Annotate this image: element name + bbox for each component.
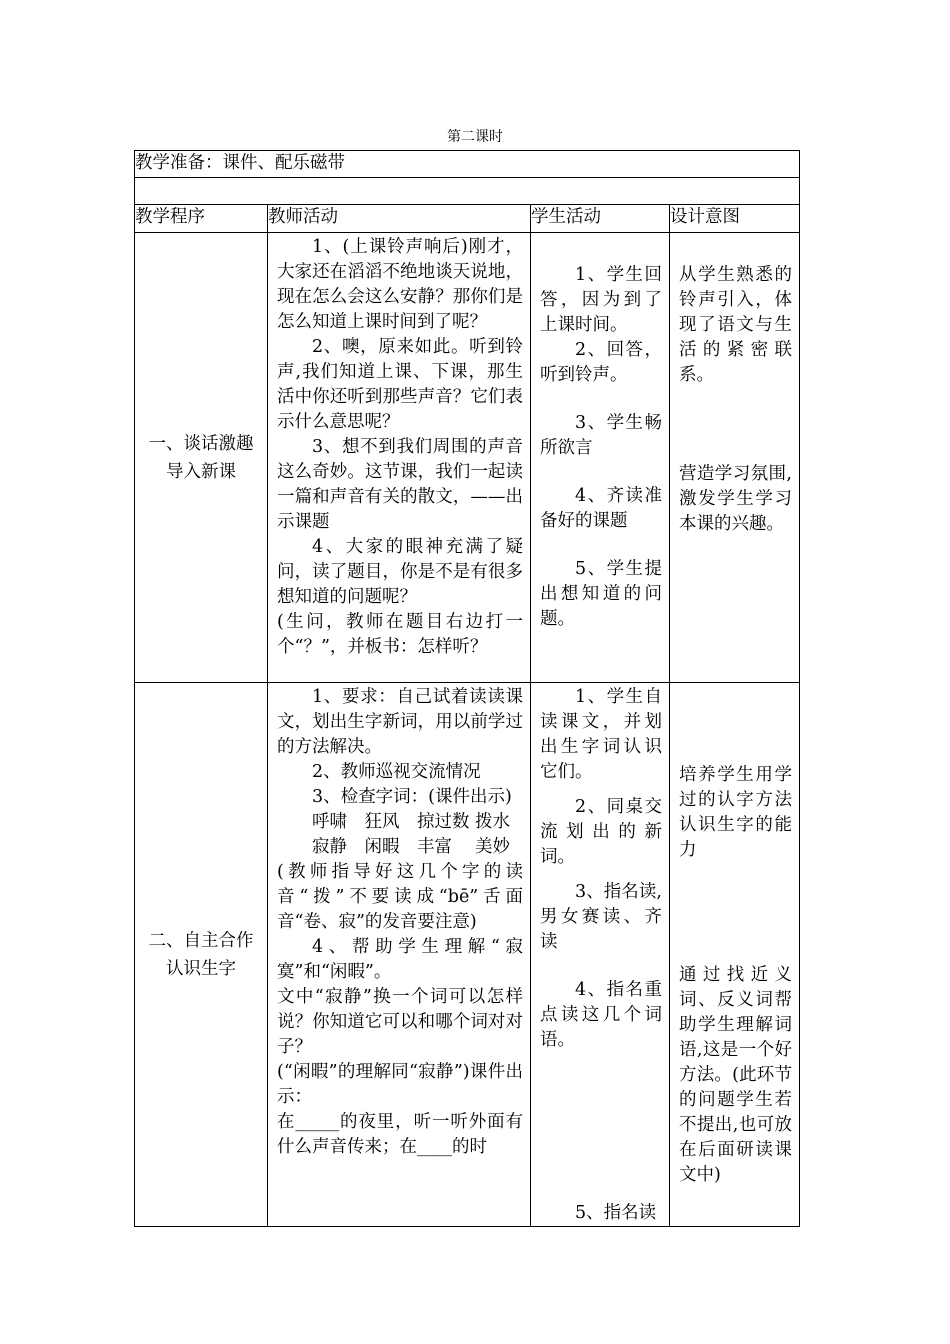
design-note: 营造学习氛围,激发学生学习本课的兴趣。	[679, 464, 792, 534]
design-note: 培养学生用学过的认字方法认识生字的能力	[679, 765, 792, 860]
section-1-student	[531, 233, 670, 683]
student-step: 5、学生提出想知道的问题。	[540, 559, 662, 629]
teacher-step: (教师指导好这几个字的读音“拨”不要读成“bē”舌面音“卷、寂”的发音要注意)	[277, 862, 523, 932]
section-2-label: 二、自主合作 认识生字	[135, 683, 268, 1227]
word-list: 呼啸 狂风 掠过数 拨水	[312, 812, 511, 832]
teacher-step: (生问，教师在题目右边打一个“？”，并板书：怎样听？	[277, 612, 523, 657]
section-1-design	[670, 233, 800, 683]
header-teacher: 教师活动	[268, 205, 531, 233]
lesson-title: 第二课时	[447, 129, 503, 145]
student-step: 2、回答，听到铃声。	[540, 340, 662, 385]
section-2-student	[531, 683, 670, 1227]
student-step: 4、指名重点读这几个词语。	[540, 980, 662, 1050]
student-step: 5、指名读	[575, 1203, 657, 1223]
section-2-design	[670, 683, 800, 1227]
design-note: 通过找近义词、反义词帮助学生理解词语,这是一个好方法。(此环节的问题学生若不提出,也可放在后面研读课文中)	[679, 965, 792, 1185]
lesson-plan-table	[134, 150, 800, 1227]
teacher-step: 1、(上课铃声响后)刚才，大家还在滔滔不绝地谈天说地，现在怎么会这么安静？那你们是怎么知道上课时间到了呢？	[277, 237, 523, 332]
design-note: 从学生熟悉的铃声引入，体现了语文与生活的紧密联系。	[679, 265, 792, 385]
teacher-step: 4、帮助学生理解“寂寞”和“闲暇”。	[277, 937, 523, 982]
section-2-row	[135, 683, 800, 1227]
teacher-step: 3、想不到我们周围的声音这么奇妙。这节课，我们一起读一篇和声音有关的散文，——出示课题	[277, 437, 523, 532]
teaching-prep: 教学准备：课件、配乐磁带	[135, 151, 800, 178]
teacher-step: 2、教师巡视交流情况	[312, 762, 481, 782]
teacher-step: 2、噢，原来如此。听到铃声,我们知道上课、下课，那生活中你还听到那些声音？它们表示什么意思呢？	[277, 337, 523, 432]
header-procedure: 教学程序	[135, 205, 268, 233]
teacher-step: 4、大家的眼神充满了疑问，读了题目，你是不是有很多想知道的问题呢？	[277, 537, 523, 607]
section-1-row	[135, 233, 800, 683]
teacher-step: 1、要求：自己试着读读课文，划出生字新词，用以前学过的方法解决。	[277, 687, 523, 757]
student-step: 3、指名读,男女赛读、齐读	[540, 882, 662, 952]
section-2-teacher	[268, 683, 531, 1227]
header-design: 设计意图	[670, 205, 800, 233]
teacher-step: 在_____的夜里，听一听外面有什么声音传来；在____的时	[277, 1112, 523, 1157]
header-row	[135, 205, 800, 233]
prep-row	[135, 151, 800, 178]
section-1-teacher	[268, 233, 531, 683]
teacher-step: (“闲暇”的理解同“寂静”)课件出示：	[277, 1062, 523, 1107]
student-step: 1、学生回答，因为到了上课时间。	[540, 265, 662, 335]
student-step: 3、学生畅所欲言	[540, 413, 662, 458]
teacher-step: 3、检查字词：(课件出示)	[312, 787, 512, 807]
empty-row	[135, 178, 800, 205]
teacher-step: 文中“寂静”换一个词可以怎样说？你知道它可以和哪个词对对子？	[277, 987, 523, 1057]
section-1-label: 一、谈话激趣 导入新课	[135, 233, 268, 683]
student-step: 4、齐读准备好的课题	[540, 486, 662, 531]
word-list: 寂静 闲暇 丰富 美妙	[312, 837, 511, 857]
student-step: 1、学生自读课文，并划出生字词认识它们。	[540, 687, 662, 782]
student-step: 2、同桌交流划出的新词。	[540, 797, 662, 867]
header-student: 学生活动	[531, 205, 670, 233]
